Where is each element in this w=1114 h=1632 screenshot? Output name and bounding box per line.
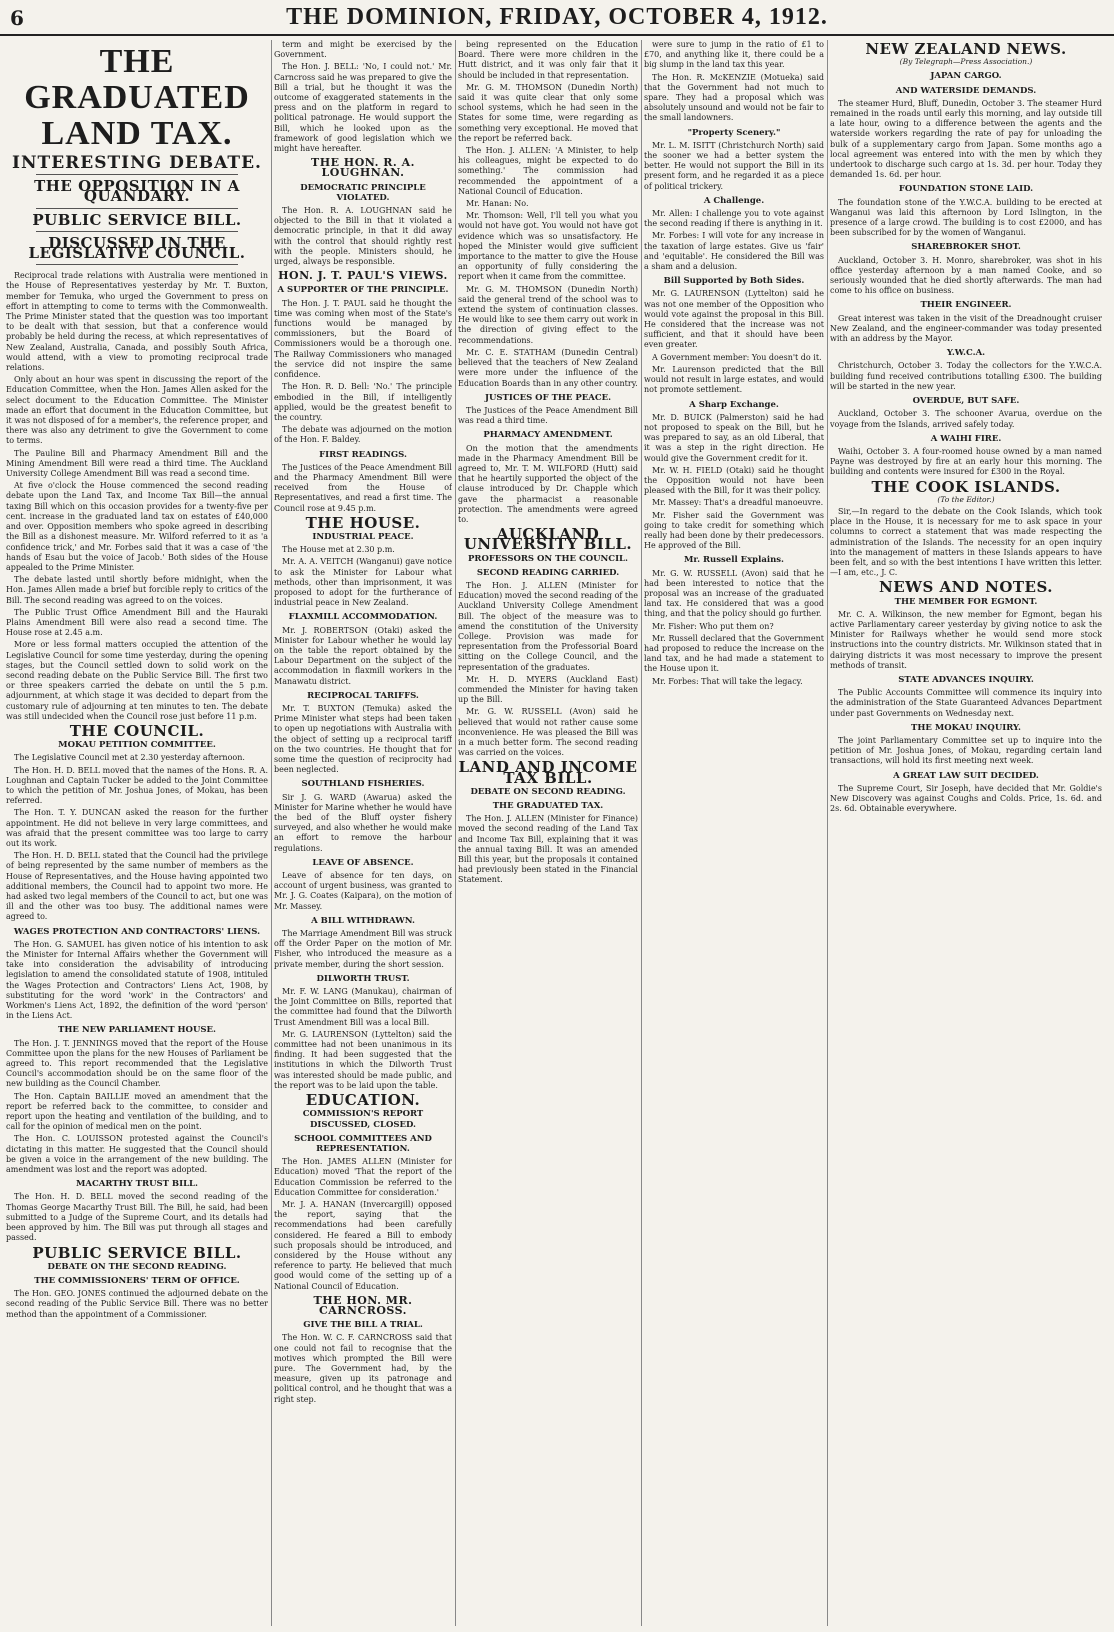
article-paragraph: The Marriage Amendment Bill was struck off the Order Paper on the motion of Mr. Fisher, who introduced the measure as a private member, during the short session. [274,929,452,969]
article-paragraph: Auckland, October 3. The schooner Avarua, overdue on the voyage from the Islands, arrived safely today. [830,409,1102,429]
subheading: A Challenge. [703,195,765,206]
article-paragraph: Auckland, October 3. H. Monro, sharebroker, was shot in his office yesterday afternoon by a man named Cooke, and so seriously wounded that he died shortly afterwards. The man had come to his office on business. [830,255,1102,296]
article-paragraph: At five o'clock the House commenced the second reading debate upon the Land Tax, and Income Tax Bill—the annual taxing Bill which on this occasion provides for a twenty-five per cent. increase in the graduated land tax on estates of £40,000 and over. Opposition members who spoke agreed in describing the Bill as a dishonest measure. Mr. Wilford referred to it as 'a confidence trick,' and Mr. Forbes said that it was a case of 'the hands of Esau but the voice of Jacob.' Both sides of the House appealed to the Prime Minister. [6,481,268,572]
subheading: RECIPROCAL TARIFFS. [307,690,419,701]
page-number: 6 [10,6,24,30]
article-paragraph: Mr. G. W. RUSSELL (Avon) said he believed that would not rather cause some inconvenience. He was pleased the Bill was in a much better form. The second reading was carried on the voices. [458,707,638,758]
main-headline: THE GRADUATED LAND TAX. [24,43,250,152]
article-paragraph: The Justices of the Peace Amendment Bill and the Pharmacy Amendment Bill were received from the House of Representatives, and read a first time. The Council rose at 9.45 p.m. [274,462,452,513]
article-paragraph: Mr. C. E. STATHAM (Dunedin Central) believed that the teachers of New Zealand were more under the influence of the Education Boards than in any other country. [458,347,638,388]
article-paragraph: Mr. A. A. VEITCH (Wanganui) gave notice to ask the Minister for Labour what methods, other than imprisonment, it was proposed to adopt for the furtherance of industrial peace in New Zealand. [274,557,452,608]
subheading: A Sharp Exchange. [689,399,779,410]
article-paragraph: Only about an hour was spent in discussing the report of the Education Committee, when the Hon. James Allen asked for the select document to the Education Committee. The Minister made an effort that document in the Education Committee, but it was not disposed of for a member's, the reference proper, and there was also any detriment to give the Government to come to terms. [6,375,268,446]
subheading: FLAXMILL ACCOMMODATION. [288,612,438,623]
article-paragraph: The Public Accounts Committee will commence its inquiry into the administration of the State Guaranteed Advances Department under past Governments on Wednesday next. [830,688,1102,718]
article-paragraph: Mr. Russell declared that the Government had proposed to reduce the increase on the land tax, and he had made a statement to the House upon it. [644,633,824,674]
section-heading: THE HOUSE. [305,513,421,532]
subheadline: INTERESTING DEBATE. [12,153,262,173]
article-paragraph: The Legislative Council met at 2.30 yesterday afternoon. [14,753,245,763]
masthead [0,0,1114,36]
subheading: AND WATERSIDE DEMANDS. [895,85,1037,96]
article-paragraph: Sir J. G. WARD (Awarua) asked the Minister for Marine whether he would have the bed of the Bluff oyster fishery surveyed, and also whether he would make an effort to remove the harbour regulations. [274,792,452,853]
subheading: SCHOOL COMMITTEES AND REPRESENTATION. [294,1133,432,1154]
divider [36,231,238,232]
section-heading: AUCKLAND UNIVERSITY BILL. [463,525,633,554]
article-paragraph: The Hon. J. T. JENNINGS moved that the report of the House Committee upon the plans for the new Houses of Parliament be agreed to. This report recommended that the Legislative Council's accommodation should be on the same floor of the new building as the Council Chamber. [6,1038,268,1089]
article-paragraph: were sure to jump in the ratio of £1 to £70, and anything like it, there could be a big slump in the land tax this year. [644,40,824,70]
subheading: JUSTICES OF THE PEACE. [484,392,612,403]
column-3 [458,40,638,1626]
article-paragraph: The Hon. J. ALLEN: 'A Minister, to help his colleagues, might be expected to do something.' The commission had recommended the appointment of a National Council of Education. [458,146,638,196]
subsection-heading: THE HON. MR. CARNCROSS. [313,1293,413,1317]
article-paragraph: The Hon. G. SAMUEL has given notice of his intention to ask the Minister for Internal Affairs whether the Government will take into consideration the advisability of introducing legislation to amend the consolidated statute of 1908, intituled the Wages Protection and Contractors' Liens Act, 1908, by substituting for the word 'work' in the Contractors' and Workmen's Liens Act, 1892, the definition of the word 'person' in the Liens Act. [6,939,268,1021]
article-paragraph: Waihi, October 3. A four-roomed house owned by a man named Payne was destroyed by fire at an early hour this morning. The building and contents were insured for £300 in the Royal. [830,446,1102,477]
column-rule [641,40,642,1626]
article-paragraph: Mr. Thomson: Well, I'll tell you what you would not have got. You would not have got evidence which was so unsatisfactory. He hoped the Minister would give sufficient importance to the matter to give the House an opportunity of fully considering the report when it came from the committee. [458,211,638,282]
subheading: FOUNDATION STONE LAID. [898,184,1034,195]
column-4 [644,40,824,1626]
section-heading: NEWS AND NOTES. [878,578,1054,597]
article-paragraph: Reciprocal trade relations with Australia were mentioned in the House of Representatives yesterday by Mr. T. Buxton, member for Temuka, who urged the Government to press on effort in attempting to come to terms with the Commonwealth. The Prime Minister stated that the question was too important to be dealt with that session, but that a conference would probably be held during the recess, at which representatives of New Zealand, Australia, Canada, and possibly South Africa, would attend, with a view to promoting reciprocal trade relations. [6,271,268,373]
article-paragraph: The Hon. R. A. LOUGHNAN said he objected to the Bill in that it violated a democratic principle, in that it did away with the control that should rightly rest with the people. Ministers should, he urged, always be responsible. [274,206,452,267]
subheading: SHAREBROKER SHOT. [911,242,1021,253]
subheading: DEBATE ON THE SECOND READING. [47,1261,227,1272]
article-paragraph: The Hon. C. LOUISSON protested against the Council's dictating in this matter. He suggested that the Council should be given a voice in the arrangement of the new building. The amendment was lost and the report was adopted. [6,1134,268,1175]
subheading: A SUPPORTER OF THE PRINCIPLE. [277,285,449,296]
article-paragraph: Mr. G. M. THOMSON (Dunedin North) said the general trend of the school was to extend the system of continuation classes. He would like to see them carry out work in the direction of giving effect to the recommendations. [458,284,638,345]
subheading: WAGES PROTECTION AND CONTRACTORS' LIENS. [13,926,261,937]
article-paragraph: The Hon. H. D. BELL moved the second reading of the Thomas George Macarthy Trust Bill. The Bill, he said, had been submitted to a Judge of the Supreme Court, and its details had been approved by him. The Bill was put through all stages and passed. [6,1192,268,1243]
article-paragraph: being represented on the Education Board. There were more children in the Hutt district, and it was only fair that it should be included in that representation. [458,40,638,80]
article-paragraph: The foundation stone of the Y.W.C.A. building to be erected at Wanganui was laid this afternoon by Lord Islington, in the presence of a large crowd. The building is to cost £2000, and has been subscribed for by the women of Wanganui. [830,197,1102,238]
article-paragraph: Mr. Massey: That's a dreadful manoeuvre. [652,498,824,508]
article-paragraph: A Government member: You doesn't do it. [652,352,822,362]
article-paragraph: The Supreme Court, Sir Joseph, have decided that Mr. Goldie's New Discovery was against Coughs and Colds. Price, 1s. 6d. and 2s. 6d. Obtainable everywhere. [830,783,1102,814]
subheading: GIVE THE BILL A TRIAL. [303,1320,423,1331]
subheadline: DISCUSSED IN THE LEGISLATIVE COUNCIL. [28,233,246,263]
article-paragraph: Mr. Fisher said the Government was going to take credit for something which really had been done by their predecessors. He approved of the Bill. [644,510,824,551]
subheading: Y.W.C.A. [946,348,986,359]
subsection-heading: HON. J. T. PAUL'S VIEWS. [278,269,448,283]
article-paragraph: Mr. W. H. FIELD (Otaki) said he thought the Opposition would not have been pleased with the Bill, for it was their policy. [644,465,824,496]
subheadline: THE OPPOSITION IN A QUANDARY. [34,177,240,206]
column-1 [6,40,268,1626]
divider [36,208,238,209]
article-paragraph: Mr. L. M. ISITT (Christchurch North) said the sooner we had a better system the better. He would not support the Bill in its present form, and he regarded it as a piece of political trickery. [644,140,824,191]
article-paragraph: Mr. C. A. Wilkinson, the new member for Egmont, began his active Parliamentary career yesterday by giving notice to ask the Minister for Railways whether he would send more stock instructions into the country districts. Mr. Wilkinson stated that in dairying districts it was most necessary to improve the present methods of transit. [830,609,1102,670]
article-paragraph: The Hon. J. ALLEN (Minister for Education) moved the second reading of the Auckland University College Amendment Bill. The object of the measure was to amend the constitution of the University College. Provision was made for representation from the Professorial Board sitting on the College Council, and the representation of the graduates. [458,580,638,672]
article-paragraph: Mr. D. BUICK (Palmerston) said he had not proposed to speak on the Bill, but he was prepared to say, as an old Liberal, that it was a step in the right direction. He would give the Government credit for it. [644,412,824,463]
article-paragraph: Mr. G. M. THOMSON (Dunedin North) said it was quite clear that only some school systems, which he had seen in the States for some time, were regarding as something very exceptional. He moved that the report be referred back. [458,82,638,143]
article-paragraph: Mr. F. W. LANG (Manukau), chairman of the Joint Committee on Bills, reported that the committee had found that the Dilworth Trust Amendment Bill was a local Bill. [274,987,452,1027]
column-rule [455,40,456,1626]
column-rule [271,40,272,1626]
divider [36,174,238,175]
subheading: THE NEW PARLIAMENT HOUSE. [58,1025,216,1036]
article-paragraph: Mr. J. ROBERTSON (Otaki) asked the Minister for Labour whether he would lay on the table the report obtained by the Labour Department on the subject of the accommodation in flaxmill workers in the Manawatu district. [274,625,452,686]
subheading: LEAVE OF ABSENCE. [312,857,414,868]
subheading: FIRST READINGS. [319,449,407,460]
article-paragraph: Mr. Fisher: Who put them on? [652,621,774,631]
subheading: A WAIHI FIRE. [930,433,1002,444]
article-paragraph: Mr. J. A. HANAN (Invercargill) opposed the report, saying that the recommendations had been carefully considered. He feared a Bill to embody such proposals should be introduced, and considered by the House without any reference to party. He believed that much good would come of the setting up of a National Council of Education. [274,1199,452,1291]
subheading: Mr. Russell Explains. [683,555,785,566]
article-paragraph: Mr. G. LAURENSON (Lyttelton) said he was not one member of the Opposition who would vote against the proposal in this Bill. He considered that the increase was not sufficient, and that it should have been even greater. [644,289,824,350]
subheading: STATE ADVANCES INQUIRY. [898,674,1034,685]
article-paragraph: Mr. H. D. MYERS (Auckland East) commended the Minister for having taken up the Bill. [458,674,638,705]
byline: (By Telegraph—Press Association.) [899,57,1033,67]
article-paragraph: The Hon. H. D. BELL moved that the names of the Hons. R. A. Loughnan and Captain Tucker be added to the Joint Committee to which the petition of Mr. Joshua Jones, of Mokau, has been referred. [6,765,268,806]
article-paragraph: The joint Parliamentary Committee set up to inquire into the petition of Mr. Joshua Jones, of Mokau, regarding certain land transactions, will hold its first meeting next week. [830,735,1102,766]
subheading: A BILL WITHDRAWN. [311,915,415,926]
article-paragraph: The Hon. Captain BAILLIE moved an amendment that the report be referred back to the committee, to consider and report upon the heating and ventilation of the building, and to call for the opinion of medical men on the point. [6,1091,268,1132]
subheading: DILWORTH TRUST. [316,973,410,984]
column-2 [274,40,452,1626]
article-paragraph: The debate lasted until shortly before midnight, when the Hon. James Allen made a brief but forcible reply to critics of the Bill. The second reading was agreed to on the voices. [6,575,268,605]
subheading: COMMISSION'S REPORT DISCUSSED, CLOSED. [302,1109,424,1130]
article-paragraph: Sir,—In regard to the debate on the Cook Islands, which took place in the House, it is necessary for me to ask space in your columns to correct a statement that was made respecting the administration of the Islands. The necessity for an open inquiry into the management of matters in these Islands appears to have been felt, and so with the best intentions I have written this letter.—I am, etc., J. C. [830,506,1102,578]
article-paragraph: The Hon. JAMES ALLEN (Minister for Education) moved 'That the report of the Education Commission be referred to the Education Committee for consideration.' [274,1157,452,1197]
article-paragraph: The debate was adjourned on the motion of the Hon. F. Baldey. [274,425,452,445]
article-paragraph: The Hon. H. D. BELL stated that the Council had the privilege of being represented by the same number of members as the House of Representatives, and the House having appointed two additional members, the Council had to appoint two more. He had asked two legal members of the Council to act, but one was ill and the other was too busy. The additional names were agreed to. [6,851,268,922]
article-paragraph: The Hon. R. McKENZIE (Motueka) said that the Government had not much to spare. They had a proposal which was absolutely unsound and would not be fair to the small landowners. [644,72,824,123]
article-paragraph: The Hon. J. T. PAUL said he thought the time was coming when most of the State's functions would be managed by commissioners, but the Board of Commissioners would be a thorough one. The Railway Commissioners who managed the service did not inspire the same confidence. [274,298,452,380]
article-paragraph: The Hon. T. Y. DUNCAN asked the reason for the further appointment. He did not believe in very large committees, and was afraid that the present committee was too large to carry out its work. [6,808,268,848]
subheading: JAPAN CARGO. [930,71,1002,82]
article-paragraph: The Hon. R. D. Bell: 'No.' The principle embodied in the Bill, if intelligently applied, would be the greatest benefit to the country. [274,382,452,422]
article-paragraph: Mr. G. W. RUSSELL (Avon) said that he had been interested to notice that the proposal was an increase of the graduated land tax. He considered that was a good thing, and that the policy should go further. [644,568,824,619]
section-heading: NEW ZEALAND NEWS. [865,40,1067,58]
article-paragraph: The steamer Hurd, Bluff, Dunedin, October 3. The steamer Hurd remained in the roads until early this morning, and lay outside till a late hour, owing to a difference between the agents and the waterside workers regarding the rate of pay for unloading the bulk of a supplementary cargo from Japan. Some months ago a local agreement was entered into with the men by which they undertook to discharge such cargo at 1s. 3d. per hour. Today they demanded 1s. 6d. per hour. [830,98,1102,180]
subheading: PROFESSORS ON THE COUNCIL. [468,553,628,564]
article-paragraph: Great interest was taken in the visit of the Dreadnought cruiser New Zealand, and the engineer-commander was today presented with an address by the Mayor. [830,313,1102,344]
subheading: SOUTHLAND FISHERIES. [301,779,425,790]
byline: (To the Editor.) [937,494,995,504]
subheading: THEIR ENGINEER. [920,300,1012,311]
subheading: DEBATE ON SECOND READING. [470,786,626,797]
article-paragraph: Mr. Laurenson predicted that the Bill would not result in large estates, and would not promote settlement. [644,364,824,395]
subsection-heading: THE HON. R. A. LOUGHNAN. [311,156,415,180]
column-5 [830,40,1102,1626]
subheading: MOKAU PETITION COMMITTEE. [58,740,216,751]
article-paragraph: The Hon. J. ALLEN (Minister for Finance) moved the second reading of the Land Tax and Income Tax Bill, explaining that it was the annual taxing Bill. It was an amended Bill this year, but the proposals it contained had previously been stated in the Financial Statement. [458,814,638,885]
subheadline: PUBLIC SERVICE BILL. [32,210,242,229]
subheading: THE GRADUATED TAX. [492,801,604,812]
article-paragraph: The Hon. GEO. JONES continued the adjourned debate on the second reading of the Public Service Bill. There was no better method than the appointment of a Commissioner. [6,1289,268,1319]
subheading: Bill Supported by Both Sides. [663,276,805,287]
subheading: PHARMACY AMENDMENT. [483,430,613,441]
article-paragraph: The Pauline Bill and Pharmacy Amendment Bill and the Mining Amendment Bill were read a third time. The Auckland University College Amendment Bill was read a second time. [6,448,268,479]
article-paragraph: Mr. Forbes: I will vote for any increase in the taxation of large estates. Give us 'fair' and 'equitable'. He considered the Bill was a sham and a delusion. [644,231,824,272]
section-heading: THE COOK ISLANDS. [871,477,1061,496]
subheading: OVERDUE, BUT SAFE. [912,396,1020,407]
subheading: THE COMMISSIONERS' TERM OF OFFICE. [34,1275,240,1286]
article-paragraph: On the motion that the amendments made in the Pharmacy Amendment Bill be agreed to, Mr. T. M. WILFORD (Hutt) said that he heartily supported the object of the clause introduced by Dr. Chapple which gave the pharmacist a reasonable protection. The amendments were agreed to. [458,443,638,524]
column-rule [827,40,828,1626]
article-paragraph: term and might be exercised by the Government. [274,40,452,60]
subheading: "Property Scenery." [687,127,781,138]
newspaper-title: THE DOMINION, FRIDAY, OCTOBER 4, 1912. [286,4,828,30]
article-paragraph: Mr. T. BUXTON (Temuka) asked the Prime Minister what steps had been taken to open up negotiations with Australia with the object of setting up a reciprocal tariff on the two countries. He thought that for some time the question of reciprocity had been neglected. [274,703,452,775]
article-paragraph: The Hon. W. C. F. CARNCROSS said that one could not fail to recognise that the motives which prompted the Bill were pure. The Government had, by the measure, given up its patronage and political control, and he thought that was a right step. [274,1333,452,1404]
article-paragraph: Mr. G. LAURENSON (Lyttelton) said the committee had not been unanimous in its finding. It had been suggested that the institutions in which the Dilworth Trust was interested should be made public, and the report was to be laid upon the table. [274,1029,452,1090]
section-heading: EDUCATION. [305,1091,421,1110]
article-paragraph: Christchurch, October 3. Today the collectors for the Y.W.C.A. building fund received contributions totalling £300. The building will be started in the new year. [830,361,1102,391]
subheading: MACARTHY TRUST BILL. [76,1179,198,1190]
section-heading: LAND AND INCOME TAX BILL. [458,758,638,787]
subheading: SECOND READING CARRIED. [476,567,620,578]
subheading: THE MOKAU INQUIRY. [911,722,1021,733]
subheading: THE MEMBER FOR EGMONT. [894,596,1038,607]
article-paragraph: The House met at 2.30 p.m. [282,545,395,555]
article-paragraph: The Justices of the Peace Amendment Bill was read a third time. [458,405,638,426]
section-heading: PUBLIC SERVICE BILL. [32,1243,242,1262]
subheading: DEMOCRATIC PRINCIPLE VIOLATED. [300,182,426,203]
divider [36,264,238,265]
article-paragraph: The Hon. J. BELL: 'No, I could not.' Mr. Carncross said he was prepared to give the Bill a trial, but he thought it was the outcome of exaggerated statements in the press and on the platform in regard to political patronage. He would support the Bill, which he looked upon as the framework of good legislation which we might have hereafter. [274,62,452,154]
article-paragraph: Mr. Allen: I challenge you to vote against the second reading if there is anything in it. [644,209,824,229]
article-paragraph: Mr. Forbes: That will take the legacy. [652,676,803,686]
section-heading: THE COUNCIL. [69,721,205,740]
article-paragraph: More or less formal matters occupied the attention of the Legislative Council for some time yesterday, during the opening stages, but the Council settled down to solid work on the second reading debate on the Public Service Bill. The first two or three speakers carried the debate on until the 5 p.m. adjournment, at which stage it was decided to depart from the customary rule of adjourning at ten minutes to ten. The debate was still undecided when the Council rose just before 11 p.m. [6,640,268,721]
article-paragraph: Mr. Hanan: No. [466,199,529,209]
article-paragraph: The Public Trust Office Amendment Bill and the Hauraki Plains Amendment Bill were also read a second time. The House rose at 2.45 a.m. [6,607,268,638]
article-paragraph: Leave of absence for ten days, on account of urgent business, was granted to Mr. J. G. Coates (Kaipara), on the motion of Mr. Massey. [274,871,452,911]
subheading: INDUSTRIAL PEACE. [312,531,414,542]
subheading: A GREAT LAW SUIT DECIDED. [893,770,1039,781]
